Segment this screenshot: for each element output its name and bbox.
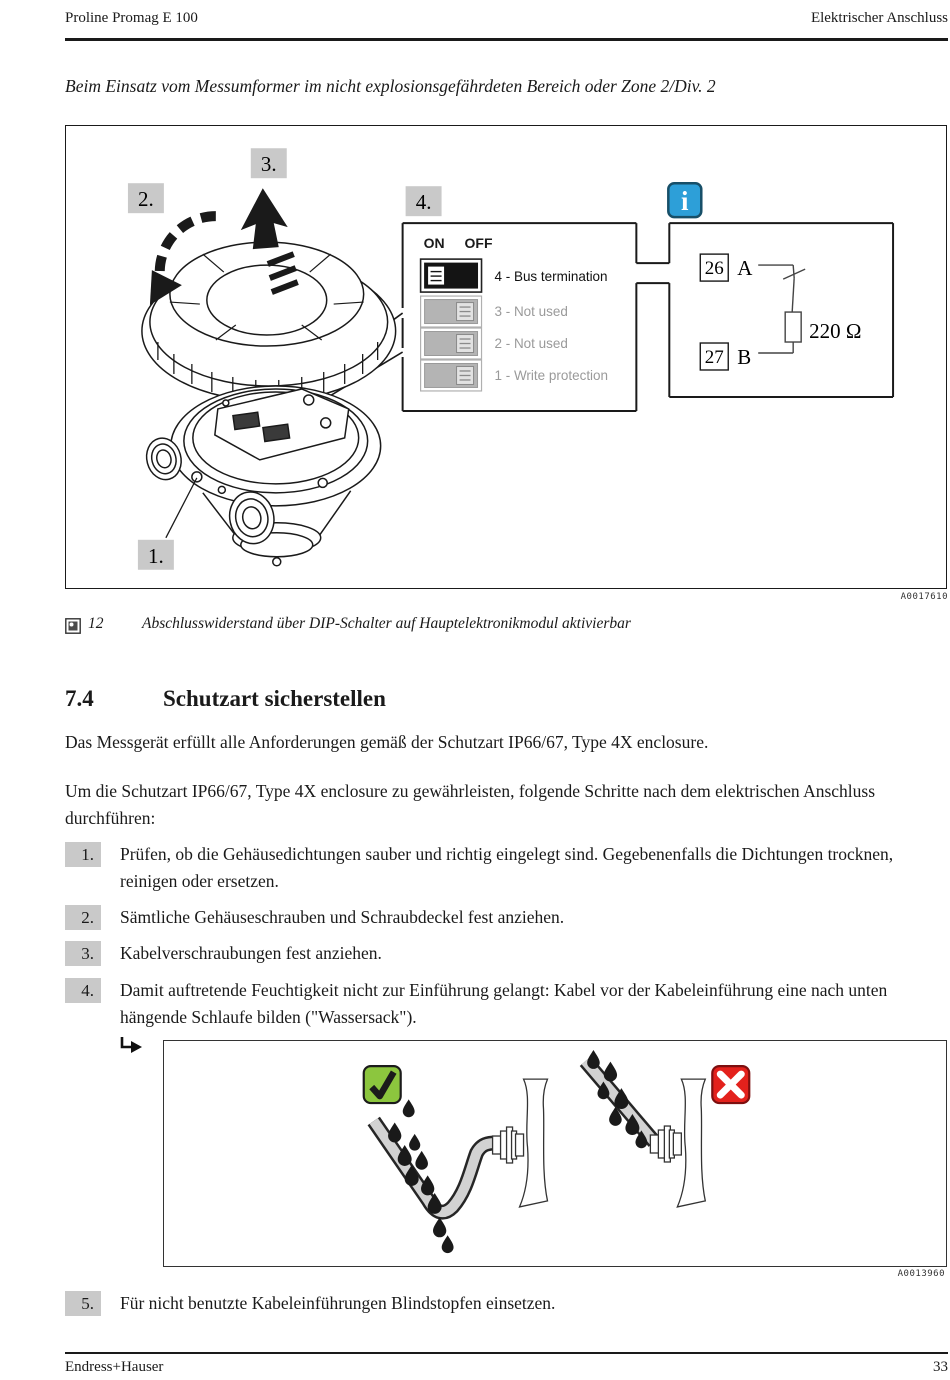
- step-4-text: Damit auftretende Feuchtigkeit nicht zur Einführung gelangt: Kabel vor der Kabeleinführung eine nach unten hängende Schlaufe bilden ("Wassersack").: [120, 980, 888, 1027]
- figure-drip-loop: [163, 1040, 947, 1267]
- dip-off-label: OFF: [464, 235, 493, 252]
- dip-switch-3-label: 3 - Not used: [494, 304, 568, 320]
- info-icon: [668, 183, 701, 217]
- step-2-number: 2.: [65, 905, 101, 930]
- wrong-installation-drawing: [585, 1050, 749, 1207]
- figure-label-2: 2.: [138, 187, 154, 212]
- step-3-text: Kabelverschraubungen fest anziehen.: [120, 943, 382, 963]
- paragraph-1: Das Messgerät erfüllt alle Anforderungen gemäß der Schutzart IP66/67, Type 4X enclosure.: [65, 732, 709, 752]
- terminal-27-letter: B: [737, 344, 752, 369]
- correct-installation-drawing: [364, 1066, 548, 1253]
- svg-text:i: i: [681, 186, 689, 217]
- figure-label-4: 4.: [415, 190, 432, 215]
- terminal-box: [669, 223, 893, 397]
- figure-caption-text: Abschlusswiderstand über DIP-Schalter auf Hauptelektronikmodul aktivierbar: [142, 615, 631, 632]
- footer-rule: [65, 1352, 948, 1354]
- dip-switch-4: [421, 259, 482, 292]
- step-5-text: Für nicht benutzte Kabeleinführungen Blindstopfen einsetzen.: [120, 1293, 556, 1313]
- figure-dip-switch-drawing: [66, 126, 946, 588]
- step-2-text: Sämtliche Gehäuseschrauben und Schraubdeckel fest anziehen.: [120, 907, 565, 927]
- wall-gland-right: [650, 1079, 705, 1207]
- dip-switch-2-label: 2 - Not used: [494, 336, 568, 352]
- figure-dip-switch: [65, 125, 947, 589]
- check-icon: [364, 1066, 401, 1103]
- paragraph-2: Um die Schutzart IP66/67, Type 4X enclosure zu gewährleisten, folgende Schritte nach dem elektrischen Anschluss durchführen:: [65, 781, 876, 828]
- step-5-number: 5.: [65, 1291, 101, 1316]
- figure-label-3: 3.: [260, 152, 277, 177]
- dip-switch-2: [421, 328, 482, 359]
- step-3-number: 3.: [65, 941, 101, 966]
- dip-switch-3: [421, 296, 482, 327]
- figure-caption-number: 12: [88, 615, 104, 632]
- section-number: 7.4: [65, 686, 94, 711]
- housing-body-drawing: [142, 386, 381, 566]
- figure1-code: A0017610: [900, 592, 948, 602]
- footer-company: Endress+Hauser: [65, 1359, 164, 1375]
- terminal-26-letter: A: [737, 256, 753, 281]
- step-1-number: 1.: [65, 842, 101, 867]
- header-right-title: Elektrischer Anschluss: [810, 10, 948, 26]
- terminal-26: 26: [704, 258, 724, 280]
- figure-label-1: 1.: [148, 543, 164, 568]
- figure-drip-loop-drawing: [164, 1041, 946, 1265]
- cross-icon: [712, 1066, 749, 1103]
- dip-switch-4-label: 4 - Bus termination: [494, 269, 608, 285]
- wall-gland-left: [493, 1079, 548, 1207]
- section-title: Schutzart sicherstellen: [163, 686, 386, 711]
- header-left-title: Proline Promag E 100: [65, 10, 198, 26]
- dip-switch-1: [421, 360, 482, 391]
- figure-icon: [65, 618, 83, 634]
- terminal-diagram: [700, 254, 861, 370]
- footer-page-number: 33: [933, 1359, 948, 1375]
- dip-on-label: ON: [423, 235, 445, 252]
- water-drops-left: [388, 1099, 454, 1253]
- terminal-27: 27: [704, 346, 724, 368]
- resistor-value: 220 Ω: [809, 319, 862, 344]
- figure2-code: A0013960: [897, 1269, 945, 1279]
- dip-switch-1-label: 1 - Write protection: [494, 367, 609, 383]
- header-rule: [65, 38, 948, 41]
- step-1-text: Prüfen, ob die Gehäusedichtungen sauber und richtig eingelegt sind. Gegebenenfalls die Dichtungen trocknen, reinigen oder ersetzen.: [120, 844, 894, 891]
- result-arrow-icon: [117, 1036, 145, 1061]
- step-4-number: 4.: [65, 978, 101, 1003]
- intro-line: Beim Einsatz vom Messumformer im nicht explosionsgefährdeten Bereich oder Zone 2/Div. 2: [65, 76, 716, 96]
